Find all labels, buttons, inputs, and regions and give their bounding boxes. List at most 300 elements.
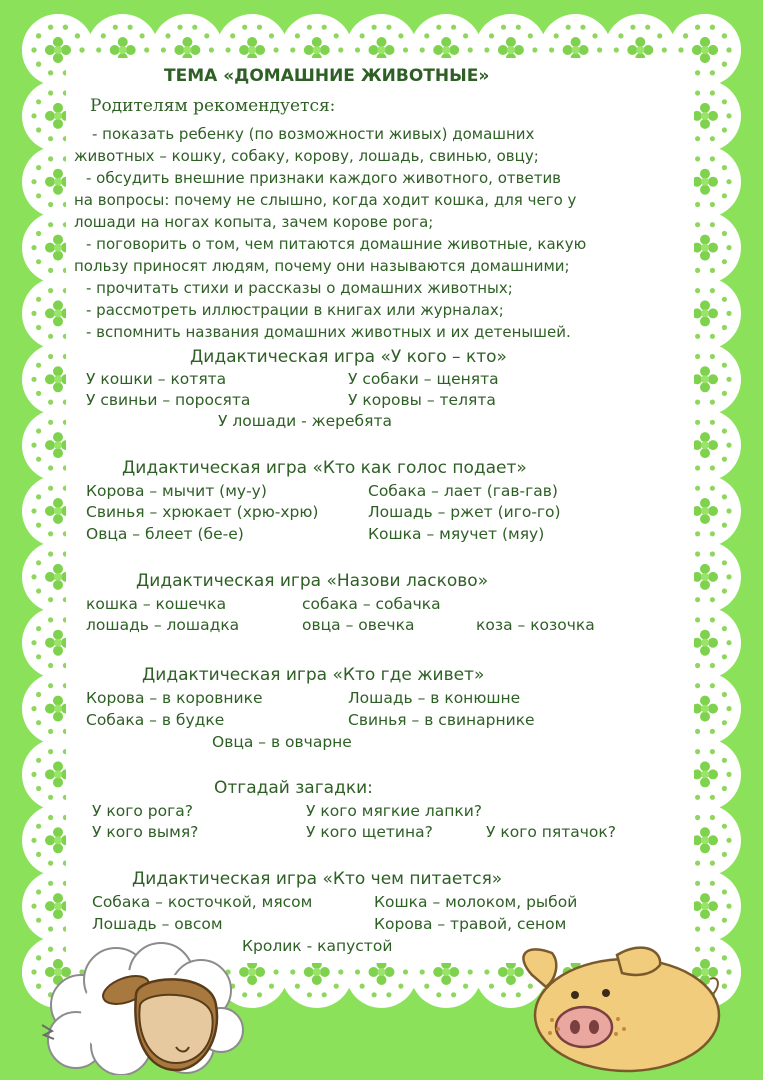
lace-dot (451, 992, 456, 997)
lace-dot (726, 179, 731, 184)
lace-dot (204, 33, 209, 38)
lace-dot (290, 47, 295, 52)
lace-dot (554, 33, 559, 38)
lace-dot (710, 617, 715, 622)
riddle-item: У кого пятачок? (486, 823, 616, 841)
game2-item: Кошка – мяучет (мяу) (368, 525, 545, 543)
lace-dot (532, 47, 537, 52)
lace-dot (295, 984, 300, 989)
lace-dot (695, 136, 700, 141)
game1-item: У собаки – щенята (348, 370, 499, 388)
lace-dot (36, 918, 41, 923)
lace-dot (48, 815, 53, 820)
game4-item: Лошадь – в конюшне (348, 689, 521, 707)
lace-dot (386, 25, 391, 30)
intro-line: пользу приносят людям, почему они называются домашними; (74, 257, 570, 275)
lace-dot (695, 222, 700, 227)
lace-dot (424, 33, 429, 38)
lace-dot (710, 25, 715, 30)
lace-dot (338, 969, 343, 974)
lace-dot (101, 33, 106, 38)
game2-item: Лошадь – ржет (иго-го) (368, 503, 561, 521)
lace-dot (307, 992, 312, 997)
lace-dot (710, 268, 715, 273)
game4-item: Собака – в будке (86, 711, 225, 729)
lace-dot (722, 852, 727, 857)
lace-dot (360, 33, 365, 38)
lace-dot (451, 25, 456, 30)
lace-dot (597, 47, 602, 52)
lace-dot (96, 47, 101, 52)
intro-line: животных – кошку, собаку, корову, лошадь, свинью, овцу; (74, 147, 539, 165)
lace-dot (695, 90, 700, 95)
lace-dot (722, 99, 727, 104)
lace-dot (678, 47, 683, 52)
lace-dot (468, 969, 473, 974)
lace-dot (420, 969, 425, 974)
lace-dot (516, 25, 521, 30)
lace-dot (722, 33, 727, 38)
lace-dot (710, 926, 715, 931)
game5-item: Собака – косточкой, мясом (92, 893, 313, 911)
pig-illustration (512, 935, 722, 1075)
lace-dot (48, 597, 53, 602)
lace-dot (710, 663, 715, 668)
lace-dot (36, 523, 41, 528)
lace-dot (36, 193, 41, 198)
lace-dot (192, 25, 197, 30)
lace-dot (36, 325, 41, 330)
lace-dot (695, 881, 700, 886)
lace-dot (403, 47, 408, 52)
lace-dot (580, 25, 585, 30)
lace-dot (614, 47, 619, 52)
lace-dot (695, 268, 700, 273)
lace-dot (722, 391, 727, 396)
lace-dot (36, 127, 41, 132)
game5-item: Кошка – молоком, рыбой (374, 893, 578, 911)
lace-dot (722, 193, 727, 198)
page-title: ТЕМА «ДОМАШНИЕ ЖИВОТНЫЕ» (164, 66, 490, 86)
riddle-item: У кого вымя? (92, 823, 199, 841)
lace-dot (463, 984, 468, 989)
lace-dot (710, 334, 715, 339)
lace-dot (695, 815, 700, 820)
lace-dot (31, 47, 36, 52)
lace-dot (722, 824, 727, 829)
lace-dot (695, 861, 700, 866)
lace-dot (48, 861, 53, 866)
game3-heading: Дидактическая игра «Назови ласково» (136, 571, 489, 591)
lace-dot (322, 25, 327, 30)
lace-dot (710, 815, 715, 820)
game1-item: У кошки – котята (86, 370, 227, 388)
lace-dot (726, 640, 731, 645)
lace-dot (48, 683, 53, 688)
lace-dot (398, 984, 403, 989)
lace-dot (48, 25, 53, 30)
lace-dot (36, 231, 41, 236)
lace-dot (424, 984, 429, 989)
lace-dot (662, 47, 667, 52)
lace-dot (334, 984, 339, 989)
lace-dot (710, 70, 715, 75)
game3-item: лошадь – лошадка (86, 616, 240, 634)
lace-dot (31, 904, 36, 909)
lace-dot (36, 33, 41, 38)
lace-dot (36, 786, 41, 791)
lace-dot (161, 47, 166, 52)
game5-item: Корова – травой, сеном (374, 915, 567, 933)
lace-dot (468, 47, 473, 52)
lace-dot (618, 33, 623, 38)
lace-dot (726, 245, 731, 250)
lace-dot (398, 33, 403, 38)
game5-item: Кролик - капустой (242, 937, 393, 955)
lace-dot (334, 33, 339, 38)
lace-dot (695, 70, 700, 75)
lace-dot (295, 33, 300, 38)
lace-dot (489, 33, 494, 38)
lace-dot (48, 729, 53, 734)
lace-dot (31, 179, 36, 184)
lace-dot (128, 25, 133, 30)
lace-dot (722, 165, 727, 170)
lace-dot (274, 969, 279, 974)
lace-dot (36, 391, 41, 396)
lace-dot (436, 992, 441, 997)
lace-dot (269, 984, 274, 989)
lace-dot (36, 457, 41, 462)
lace-dot (48, 926, 53, 931)
lace-dot (31, 508, 36, 513)
lace-dot (722, 259, 727, 264)
lace-dot (372, 992, 377, 997)
lace-dot (79, 47, 84, 52)
lace-dot (695, 420, 700, 425)
lace-dot (695, 354, 700, 359)
lace-dot (386, 992, 391, 997)
lace-dot (48, 354, 53, 359)
lace-dot (355, 969, 360, 974)
game4-heading: Дидактическая игра «Кто где живет» (142, 665, 485, 685)
lace-dot (372, 25, 377, 30)
game3-item: собака – собачка (302, 595, 441, 613)
lace-dot (31, 377, 36, 382)
lace-dot (501, 992, 506, 997)
game4-item: Корова – в коровнике (86, 689, 263, 707)
lace-dot (695, 663, 700, 668)
lace-dot (501, 25, 506, 30)
game3-item: овца – овечка (302, 616, 415, 634)
lace-dot (710, 749, 715, 754)
lace-dot (242, 25, 247, 30)
lace-dot (695, 683, 700, 688)
lace-dot (290, 969, 295, 974)
riddle-item: У кого щетина? (306, 823, 433, 841)
lace-dot (722, 127, 727, 132)
lace-dot (36, 720, 41, 725)
lace-dot (695, 465, 700, 470)
lace-dot (274, 47, 279, 52)
lace-dot (722, 560, 727, 565)
lace-dot (722, 720, 727, 725)
riddle-item: У кого мягкие лапки? (306, 802, 483, 820)
lace-dot (710, 551, 715, 556)
lace-dot (31, 113, 36, 118)
riddles-heading: Отгадай загадки: (214, 778, 373, 798)
lace-dot (36, 889, 41, 894)
intro-line: - обсудить внешние признаки каждого животного, ответив (86, 169, 562, 187)
lace-dot (726, 443, 731, 448)
game2-item: Корова – мычит (му-у) (86, 482, 267, 500)
lace-dot (710, 90, 715, 95)
lace-dot (36, 824, 41, 829)
game2-item: Свинья – хрюкает (хрю-хрю) (86, 503, 319, 521)
lace-dot (695, 486, 700, 491)
game2-item: Овца – блеет (бе-е) (86, 525, 244, 543)
lace-dot (710, 729, 715, 734)
lace-dot (463, 33, 468, 38)
lace-dot (710, 354, 715, 359)
lace-dot (710, 795, 715, 800)
lace-dot (645, 25, 650, 30)
game3-item: кошка – кошечка (86, 595, 227, 613)
game5-item: Лошадь – овсом (92, 915, 223, 933)
lace-dot (695, 729, 700, 734)
intro-heading: Родителям рекомендуется: (90, 96, 336, 116)
lace-dot (695, 795, 700, 800)
lace-dot (36, 626, 41, 631)
lace-dot (48, 749, 53, 754)
lace-dot (710, 597, 715, 602)
lace-dot (31, 245, 36, 250)
lace-dot (360, 984, 365, 989)
lace-dot (710, 156, 715, 161)
lace-dot (48, 222, 53, 227)
game1-item: У лошади - жеребята (218, 412, 392, 430)
lace-dot (722, 984, 727, 989)
sheep-illustration (36, 935, 246, 1075)
lace-dot (177, 25, 182, 30)
game2-heading: Дидактическая игра «Кто как голос подает» (122, 458, 527, 478)
lace-dot (257, 992, 262, 997)
lace-dot (209, 47, 214, 52)
lace-dot (165, 33, 170, 38)
lace-dot (722, 494, 727, 499)
lace-dot (722, 62, 727, 67)
lace-dot (36, 428, 41, 433)
lace-dot (113, 25, 118, 30)
intro-line: лошади на ногах копыта, зачем корове рога; (74, 213, 434, 231)
lace-dot (566, 25, 571, 30)
lace-dot (710, 222, 715, 227)
lace-dot (355, 47, 360, 52)
lace-dot (489, 984, 494, 989)
lace-dot (592, 33, 597, 38)
intro-line: - прочитать стихи и рассказы о домашних животных; (86, 279, 513, 297)
lace-dot (144, 47, 149, 52)
lace-dot (726, 904, 731, 909)
lace-dot (48, 288, 53, 293)
lace-dot (549, 47, 554, 52)
lace-dot (322, 992, 327, 997)
lace-dot (710, 683, 715, 688)
lace-dot (722, 231, 727, 236)
lace-dot (48, 881, 53, 886)
lace-dot (257, 25, 262, 30)
lace-dot (710, 861, 715, 866)
lace-dot (48, 465, 53, 470)
lace-dot (31, 640, 36, 645)
lace-dot (48, 617, 53, 622)
lace-dot (695, 617, 700, 622)
lace-dot (31, 772, 36, 777)
lace-dot (63, 25, 68, 30)
lace-dot (726, 969, 731, 974)
lace-dot (484, 47, 489, 52)
game5-heading: Дидактическая игра «Кто чем питается» (132, 869, 503, 889)
lace-dot (230, 33, 235, 38)
lace-dot (31, 443, 36, 448)
lace-dot (48, 202, 53, 207)
lace-dot (722, 588, 727, 593)
lace-dot (338, 47, 343, 52)
lace-dot (695, 597, 700, 602)
lace-dot (710, 531, 715, 536)
lace-dot (36, 494, 41, 499)
lace-dot (695, 288, 700, 293)
lace-dot (695, 202, 700, 207)
lace-dot (36, 758, 41, 763)
lace-dot (722, 889, 727, 894)
lace-dot (695, 25, 700, 30)
lace-dot (48, 334, 53, 339)
lace-dot (722, 918, 727, 923)
lace-dot (36, 99, 41, 104)
lace-dot (722, 692, 727, 697)
intro-line: на вопросы: почему не слышно, когда ходит кошка, для чего у (74, 191, 577, 209)
lace-dot (722, 428, 727, 433)
lace-dot (722, 363, 727, 368)
lace-dot (48, 268, 53, 273)
lace-dot (710, 420, 715, 425)
lace-dot (48, 551, 53, 556)
lace-dot (695, 531, 700, 536)
lace-dot (695, 400, 700, 405)
lace-dot (48, 795, 53, 800)
lace-dot (75, 33, 80, 38)
lace-dot (48, 486, 53, 491)
lace-dot (695, 749, 700, 754)
lace-dot (226, 47, 231, 52)
lace-dot (722, 758, 727, 763)
lace-dot (722, 955, 727, 960)
lace-dot (726, 706, 731, 711)
lace-dot (726, 113, 731, 118)
lace-dot (630, 25, 635, 30)
lace-dot (726, 311, 731, 316)
game4-item: Овца – в овчарне (212, 733, 352, 751)
lace-dot (726, 508, 731, 513)
game2-item: Собака – лает (гав-гав) (368, 482, 558, 500)
intro-line: - показать ребенку (по возможности живых) домашних (92, 125, 535, 143)
lace-dot (48, 70, 53, 75)
lace-dot (31, 838, 36, 843)
lace-dot (307, 25, 312, 30)
intro-line: - рассмотреть иллюстрации в книгах или журналах; (86, 301, 504, 319)
lace-dot (36, 692, 41, 697)
lace-dot (722, 297, 727, 302)
lace-dot (710, 136, 715, 141)
lace-dot (695, 156, 700, 161)
lace-dot (683, 33, 688, 38)
lace-dot (403, 969, 408, 974)
lace-dot (36, 62, 41, 67)
lace-dot (31, 706, 36, 711)
lace-dot (722, 786, 727, 791)
lace-dot (48, 156, 53, 161)
lace-dot (722, 626, 727, 631)
lace-dot (695, 926, 700, 931)
lace-dot (36, 560, 41, 565)
intro-line: - поговорить о том, чем питаются домашние животные, какую (86, 235, 587, 253)
lace-dot (36, 297, 41, 302)
game1-item: У свиньи – поросята (86, 391, 251, 409)
lace-dot (710, 202, 715, 207)
lace-dot (31, 311, 36, 316)
lace-dot (36, 259, 41, 264)
lace-dot (36, 588, 41, 593)
lace-dot (726, 574, 731, 579)
intro-line: - вспомнить названия домашних животных и их детенышей. (86, 323, 571, 341)
game1-heading: Дидактическая игра «У кого – кто» (190, 347, 507, 367)
lace-dot (269, 33, 274, 38)
lace-dot (710, 400, 715, 405)
lace-dot (710, 881, 715, 886)
lace-dot (722, 325, 727, 330)
lace-dot (36, 654, 41, 659)
riddle-item: У кого рога? (92, 802, 193, 820)
lace-dot (710, 486, 715, 491)
lace-dot (36, 165, 41, 170)
lace-dot (710, 465, 715, 470)
lace-dot (657, 33, 662, 38)
lace-dot (528, 33, 533, 38)
lace-dot (695, 334, 700, 339)
lace-dot (710, 288, 715, 293)
lace-dot (722, 654, 727, 659)
lace-dot (726, 838, 731, 843)
lace-dot (484, 969, 489, 974)
lace-dot (436, 25, 441, 30)
lace-dot (48, 90, 53, 95)
lace-dot (726, 377, 731, 382)
lace-dot (48, 136, 53, 141)
lace-dot (722, 457, 727, 462)
lace-dot (695, 551, 700, 556)
game1-item: У коровы – телята (348, 391, 496, 409)
lace-dot (48, 531, 53, 536)
lace-dot (36, 852, 41, 857)
lace-dot (726, 772, 731, 777)
game4-item: Свинья – в свинарнике (348, 711, 535, 729)
lace-dot (48, 400, 53, 405)
lace-dot (722, 523, 727, 528)
lace-dot (36, 363, 41, 368)
lace-dot (31, 574, 36, 579)
lace-dot (48, 420, 53, 425)
